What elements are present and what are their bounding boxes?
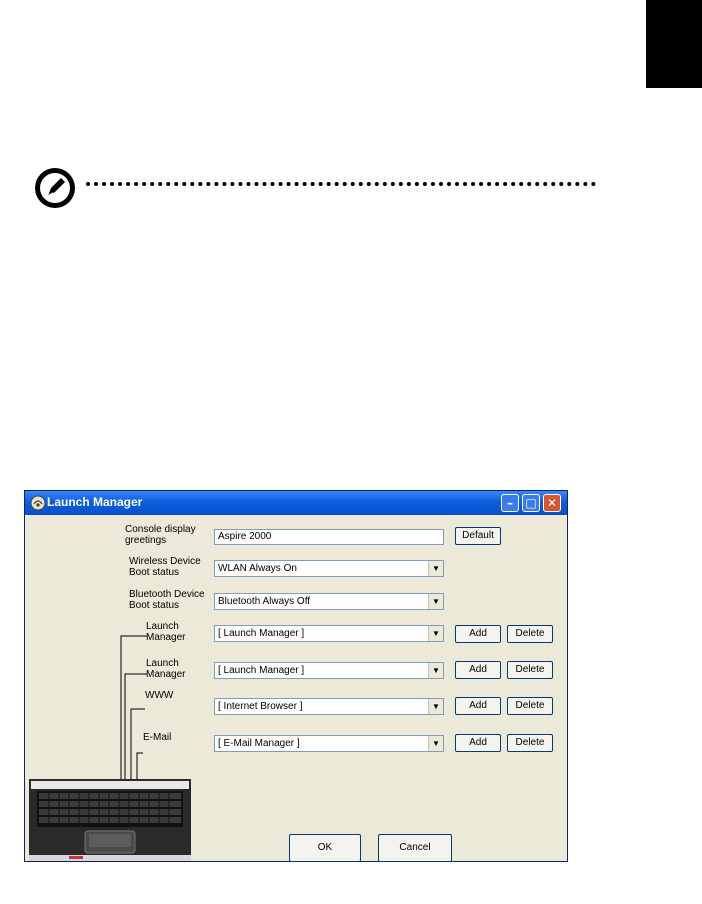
laptop-keyboard-image	[29, 779, 191, 861]
add-button-3[interactable]: Add	[455, 697, 501, 715]
key-value-1: [ Launch Manager ]	[218, 628, 305, 639]
wireless-value: WLAN Always On	[218, 563, 297, 574]
add-button-4[interactable]: Add	[455, 734, 501, 752]
key-select-2[interactable]	[214, 662, 444, 679]
keyboard-illustration	[29, 779, 191, 861]
add-button-2[interactable]: Add	[455, 661, 501, 679]
dropdown-arrow-icon[interactable]: ▼	[428, 699, 443, 714]
key-value-2: [ Launch Manager ]	[218, 665, 305, 676]
bluetooth-select[interactable]	[214, 593, 444, 610]
launch-manager-window	[24, 490, 568, 862]
key-label-email: E-Mail	[143, 732, 172, 743]
dropdown-arrow-icon[interactable]: ▼	[428, 561, 443, 576]
dropdown-arrow-icon[interactable]: ▼	[428, 736, 443, 751]
key-select-3[interactable]	[214, 698, 444, 715]
default-button[interactable]: Default	[455, 527, 501, 545]
delete-button-4[interactable]: Delete	[507, 734, 553, 752]
key-label-www: WWW	[145, 690, 174, 701]
wireless-label: Wireless Device Boot status	[129, 556, 201, 578]
dropdown-arrow-icon[interactable]: ▼	[428, 663, 443, 678]
note-dotted-rule	[86, 182, 596, 186]
ok-button[interactable]: OK	[289, 834, 361, 862]
page-corner-tab	[646, 0, 702, 88]
bluetooth-value: Bluetooth Always Off	[218, 596, 311, 607]
greetings-input[interactable]: Aspire 2000	[214, 529, 444, 545]
key-label-launch-manager-1: Launch Manager	[146, 621, 186, 643]
key-value-3: [ Internet Browser ]	[218, 701, 303, 712]
minimize-icon: –	[507, 496, 513, 510]
dropdown-arrow-icon[interactable]: ▼	[428, 626, 443, 641]
key-select-1[interactable]	[214, 625, 444, 642]
add-button-1[interactable]: Add	[455, 625, 501, 643]
close-icon: ✕	[546, 496, 558, 510]
bluetooth-label: Bluetooth Device Boot status	[129, 589, 205, 611]
delete-button-1[interactable]: Delete	[507, 625, 553, 643]
delete-button-2[interactable]: Delete	[507, 661, 553, 679]
delete-button-3[interactable]: Delete	[507, 697, 553, 715]
dropdown-arrow-icon[interactable]: ▼	[428, 594, 443, 609]
note-pen-icon	[34, 167, 76, 209]
wireless-select[interactable]	[214, 560, 444, 577]
cancel-button[interactable]: Cancel	[378, 834, 452, 862]
window-title: Launch Manager	[47, 495, 143, 509]
key-label-launch-manager-2: Launch Manager	[146, 658, 186, 680]
greetings-label: Console display greetings	[125, 524, 196, 546]
key-select-4[interactable]	[214, 735, 444, 752]
maximize-icon: □	[525, 496, 537, 510]
key-value-4: [ E-Mail Manager ]	[218, 738, 300, 749]
